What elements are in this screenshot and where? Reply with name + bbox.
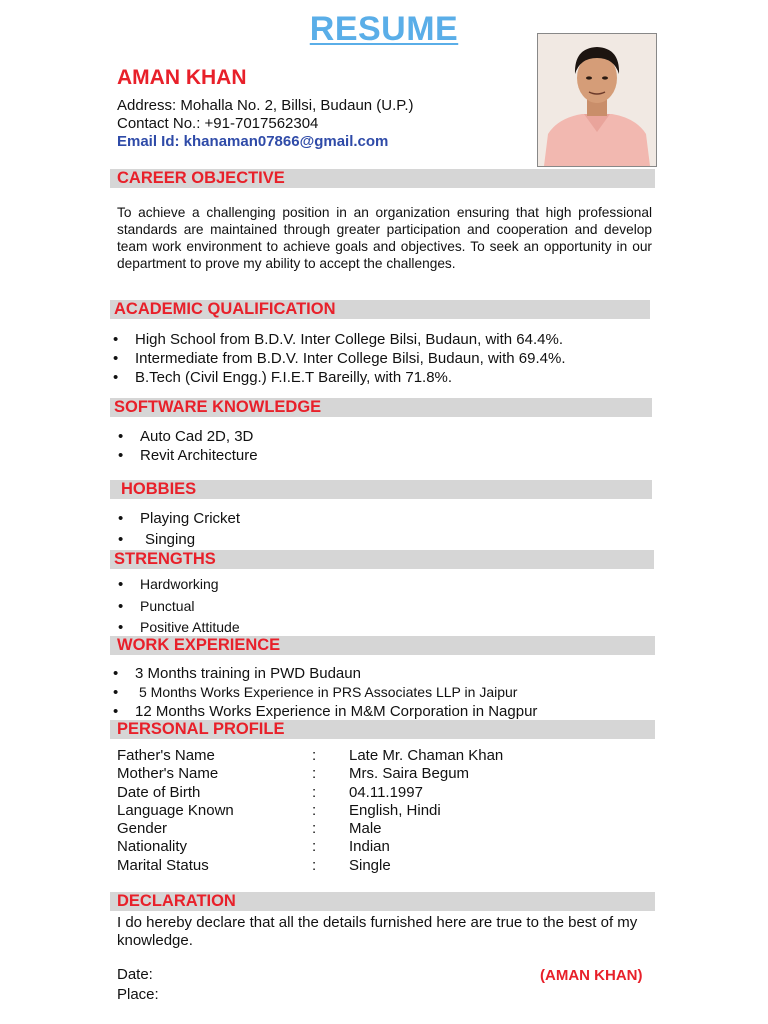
profile-labels [117, 747, 234, 875]
career-objective-text: To achieve a challenging position in an organization ensuring that high professional standards are maintained through greater participation and cooperation and develop team work environment to achieve goals and objectives. To seek an opportunity in our department to prove my ability to accept the challenges. [117, 205, 652, 271]
section-heading: PERSONAL PROFILE [117, 720, 285, 738]
profile-photo [537, 33, 657, 167]
profile-label: Father's Name [117, 747, 215, 764]
contact-number: Contact No.: +91-7017562304 [117, 115, 319, 132]
section-heading: ACADEMIC QUALIFICATION [114, 300, 336, 318]
list-item: • Auto Cad 2D, 3D [140, 427, 258, 446]
profile-label: Date of Birth [117, 783, 201, 801]
profile-label: Nationality [117, 838, 188, 856]
section-heading: CAREER OBJECTIVE [117, 169, 285, 187]
profile-label: Marital Status [117, 856, 209, 874]
list-item: • B.Tech (Civil Engg.) F.I.E.T Bareilly, with 71.8%. [135, 368, 566, 387]
list-item: • Revit Architecture [140, 446, 258, 465]
section-heading: HOBBIES [121, 480, 197, 498]
list-item: • 3 Months training in PWD Budaun [135, 664, 537, 683]
section-software-knowledge [110, 398, 652, 417]
profile-separators [312, 747, 316, 875]
section-career-objective [110, 169, 655, 188]
profile-photo-image [538, 34, 656, 166]
profile-value: Male [349, 820, 382, 838]
section-heading: WORK EXPERIENCE [117, 636, 281, 654]
section-personal-profile [110, 720, 655, 739]
profile-value: 04.11.1997 [349, 783, 423, 801]
list-item: • Intermediate from B.D.V. Inter College Bilsi, Budaun, with 69.4%. [135, 349, 566, 368]
resume-title: RESUME [309, 10, 459, 48]
candidate-name: AMAN KHAN [117, 66, 247, 89]
profile-value: Mrs. Saira Begum [349, 765, 470, 783]
profile-value: English, Hindi [349, 801, 441, 819]
profile-separator: : [312, 747, 317, 764]
section-heading: DECLARATION [117, 892, 236, 910]
section-heading: STRENGTHS [114, 550, 216, 568]
profile-value: Single [349, 856, 391, 874]
software-list [140, 427, 258, 465]
date-label: Date: [117, 966, 153, 983]
section-strengths [110, 550, 654, 569]
list-item: • Positive Attitude [140, 617, 240, 639]
email-id: Email Id: khanaman07866@gmail.com [117, 133, 389, 150]
work-list [135, 664, 537, 721]
profile-value: Late Mr. Chaman Khan [349, 747, 504, 764]
list-item: • Playing Cricket [140, 508, 240, 529]
profile-label: Gender [117, 820, 168, 838]
list-item: • High School from B.D.V. Inter College Bilsi, Budaun, with 64.4%. [135, 330, 566, 349]
list-item: • 12 Months Works Experience in M&M Corporation in Nagpur [135, 702, 537, 721]
profile-separator: : [312, 856, 317, 874]
list-item: • 5 Months Works Experience in PRS Associates LLP in Jaipur [135, 683, 537, 702]
declaration-text: I do hereby declare that all the details furnished here are true to the best of my knowledge. [117, 914, 638, 949]
profile-separator: : [312, 820, 317, 838]
profile-label: Mother's Name [117, 765, 219, 783]
profile-separator: : [312, 765, 317, 783]
profile-separator: : [312, 838, 317, 856]
strengths-list [140, 574, 240, 639]
list-item: • Singing [140, 529, 240, 550]
hobbies-list [140, 508, 240, 550]
list-item: • Punctual [140, 596, 240, 618]
section-hobbies [110, 480, 652, 499]
place-label: Place: [117, 986, 159, 1003]
academic-list [135, 330, 566, 387]
section-work-experience [110, 636, 655, 655]
address-line: Address: Mohalla No. 2, Billsi, Budaun (U.P.) [117, 97, 414, 114]
section-heading: SOFTWARE KNOWLEDGE [114, 398, 322, 416]
list-item: • Hardworking [140, 574, 240, 596]
profile-values [349, 747, 503, 875]
signature-name: (AMAN KHAN) [540, 967, 643, 984]
profile-label: Language Known [117, 801, 234, 819]
profile-separator: : [312, 783, 317, 801]
section-academic-qualification [110, 300, 650, 319]
profile-separator: : [312, 801, 317, 819]
profile-value: Indian [349, 838, 390, 856]
section-declaration [110, 892, 655, 911]
